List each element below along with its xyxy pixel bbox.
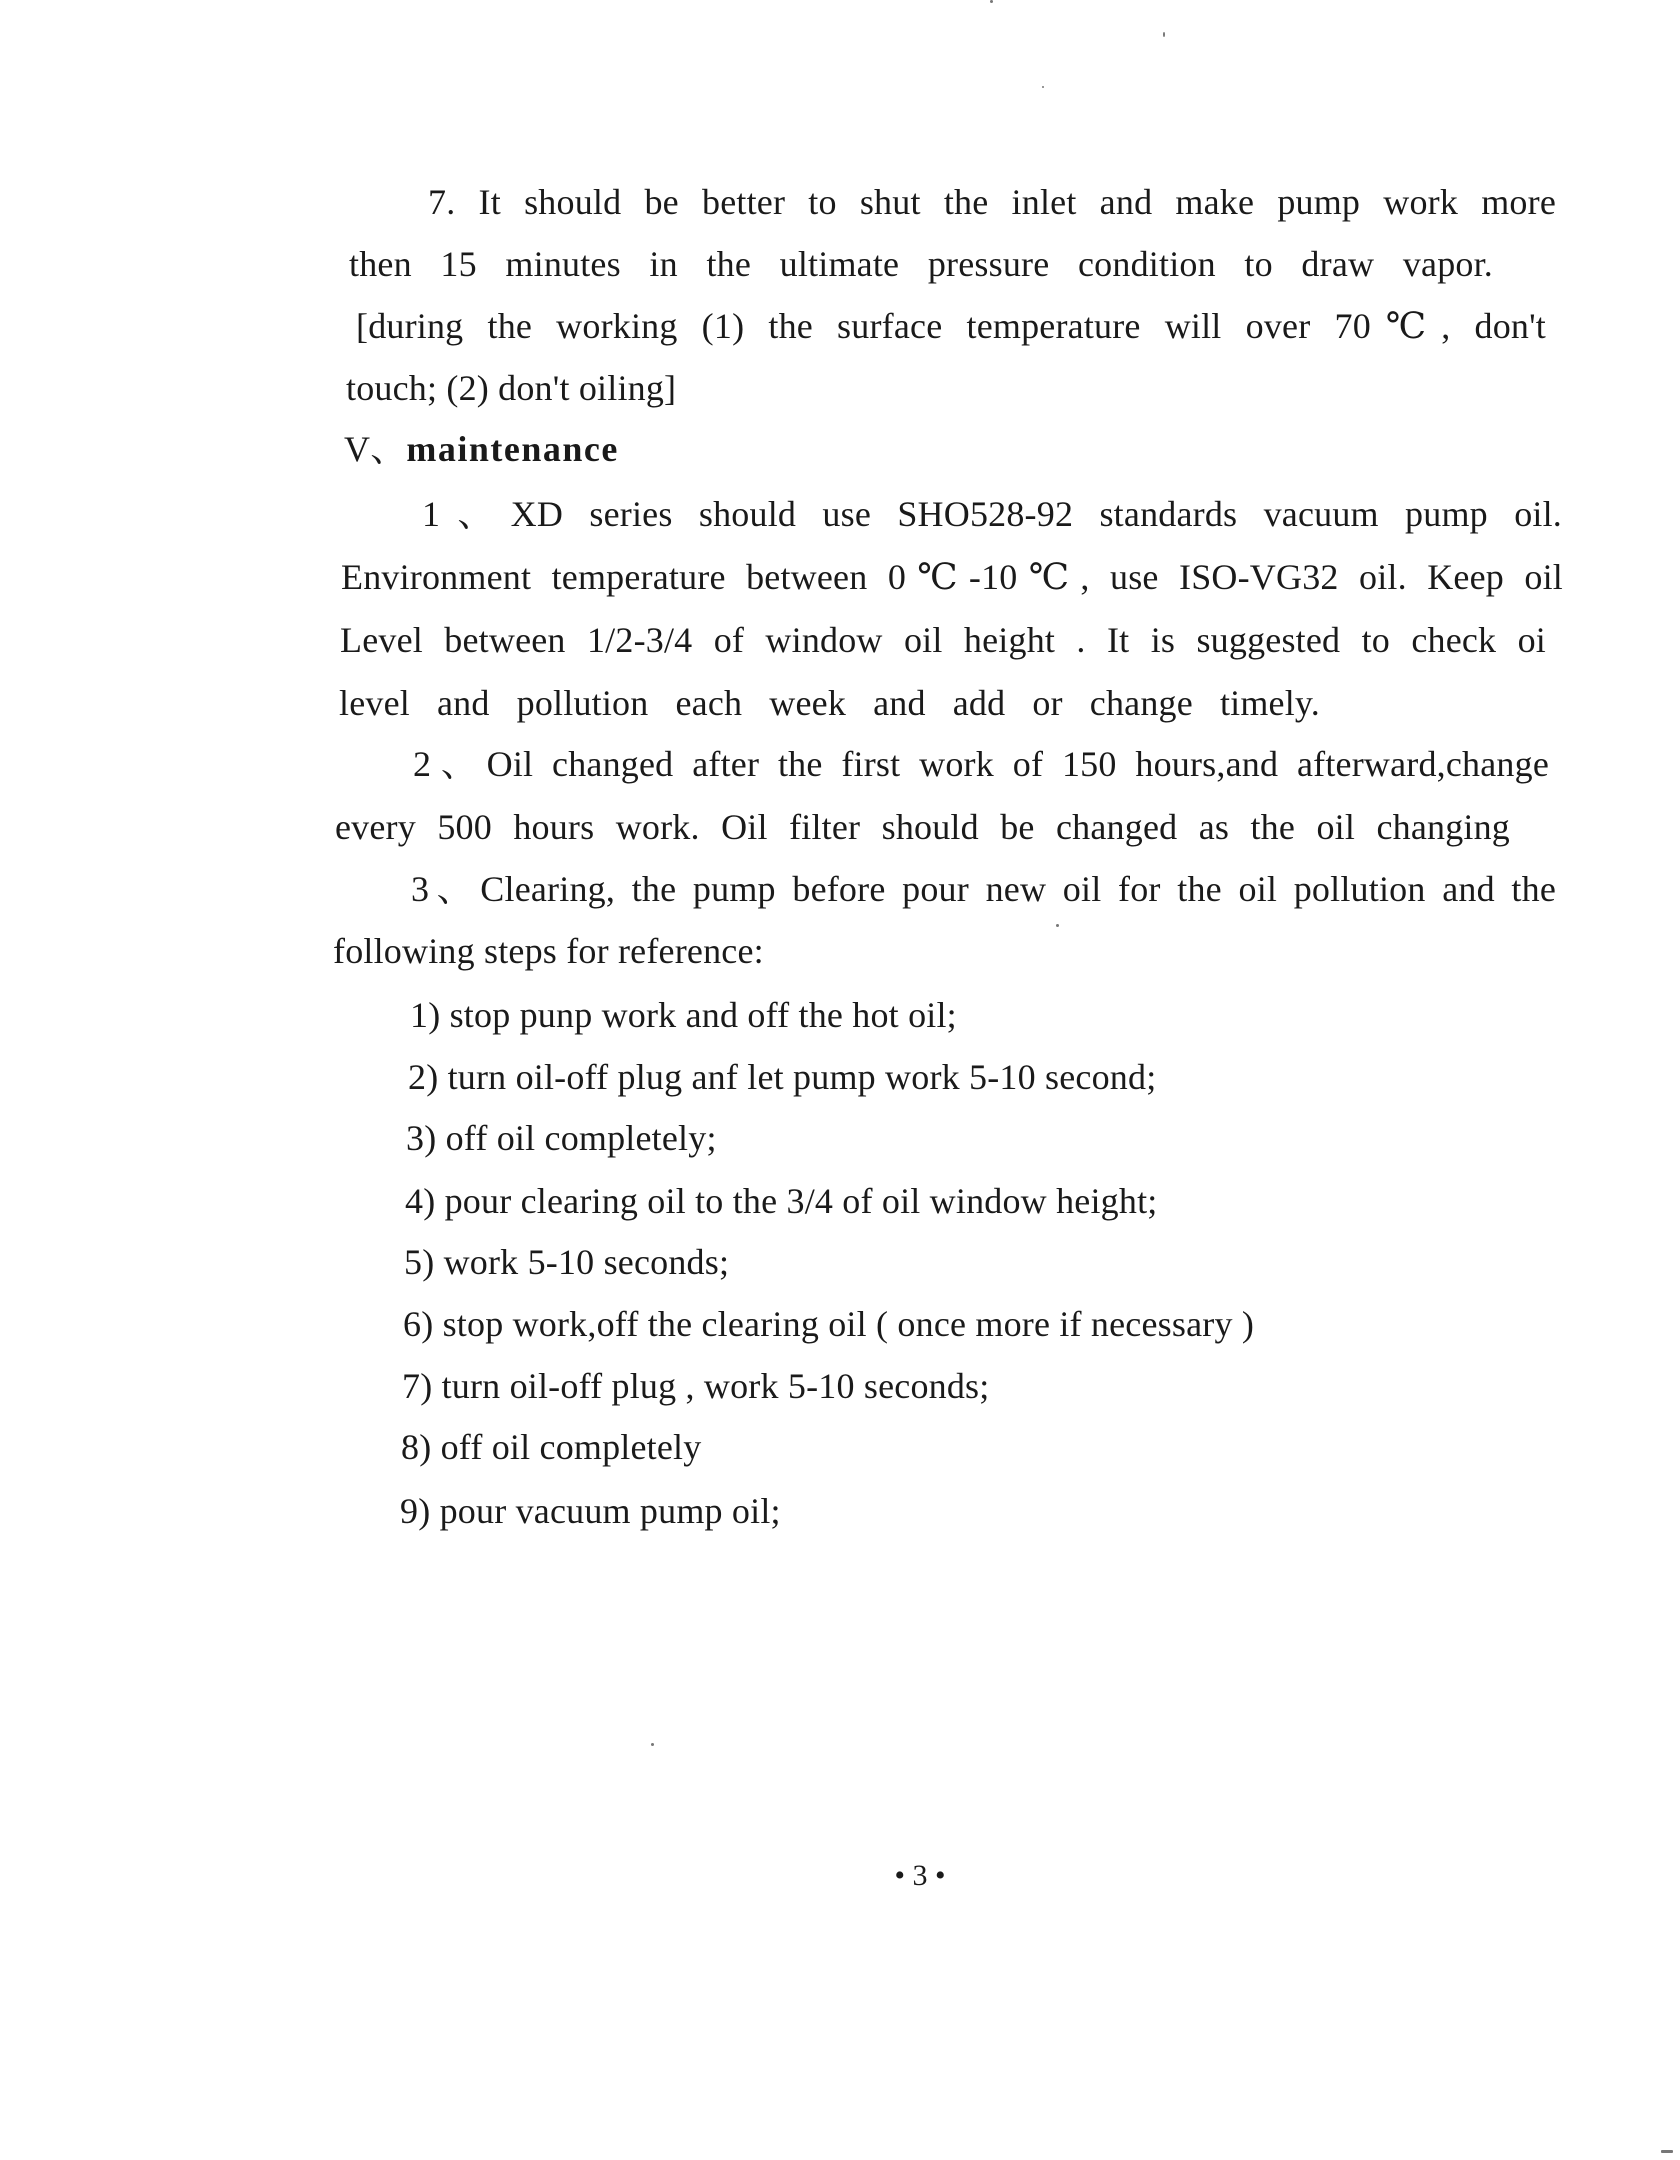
- scan-speck: [1042, 86, 1044, 88]
- item-1-line-4: level and pollution each week and add or change timely.: [339, 683, 1320, 723]
- item-1-line-1: 1、XD series should use SHO528-92 standards vacuum pump oil.: [422, 494, 1562, 534]
- scan-speck: [1163, 32, 1165, 37]
- step-9: 9) pour vacuum pump oil;: [400, 1491, 781, 1531]
- section-title: maintenance: [406, 429, 619, 469]
- item-2-line-2: every 500 hours work. Oil filter should be changed as the oil changing: [335, 807, 1510, 847]
- step-2: 2) turn oil-off plug anf let pump work 5-10 second;: [408, 1057, 1157, 1097]
- paragraph-7-line-3: [during the working (1) the surface temperature will over 70℃, don't: [356, 306, 1546, 346]
- scan-speck: [651, 1743, 654, 1746]
- section-heading: [344, 427, 619, 471]
- item-1-line-2: Environment temperature between 0℃-10℃, use ISO-VG32 oil. Keep oil: [341, 557, 1563, 597]
- item-3-line-1: 3、Clearing, the pump before pour new oil for the oil pollution and the: [411, 869, 1556, 909]
- paragraph-7-line-2: then 15 minutes in the ultimate pressure condition to draw vapor.: [349, 244, 1493, 284]
- step-3: 3) off oil completely;: [406, 1118, 717, 1158]
- item-1-line-3: Level between 1/2-3/4 of window oil height . It is suggested to check oi: [340, 620, 1546, 660]
- step-5: 5) work 5-10 seconds;: [404, 1242, 730, 1282]
- step-8: 8) off oil completely: [401, 1427, 702, 1467]
- paragraph-7-line-1: 7. It should be better to shut the inlet and make pump work more: [428, 182, 1556, 222]
- item-3-line-2: following steps for reference:: [333, 931, 764, 971]
- step-6: 6) stop work,off the clearing oil ( once more if necessary ): [403, 1304, 1255, 1344]
- page-number: • 3 •: [894, 1859, 946, 1892]
- step-1: 1) stop punp work and off the hot oil;: [410, 995, 957, 1035]
- scan-speck: [1661, 2150, 1673, 2153]
- paragraph-7-line-4: touch; (2) don't oiling]: [346, 368, 677, 408]
- step-4: 4) pour clearing oil to the 3/4 of oil window height;: [405, 1181, 1158, 1221]
- section-number: V、: [344, 429, 407, 469]
- step-7: 7) turn oil-off plug , work 5-10 seconds;: [402, 1366, 990, 1406]
- scan-speck: [990, 0, 993, 3]
- item-2-line-1: 2、Oil changed after the first work of 150 hours,and afterward,change: [413, 744, 1549, 784]
- scan-speck: [1056, 924, 1059, 927]
